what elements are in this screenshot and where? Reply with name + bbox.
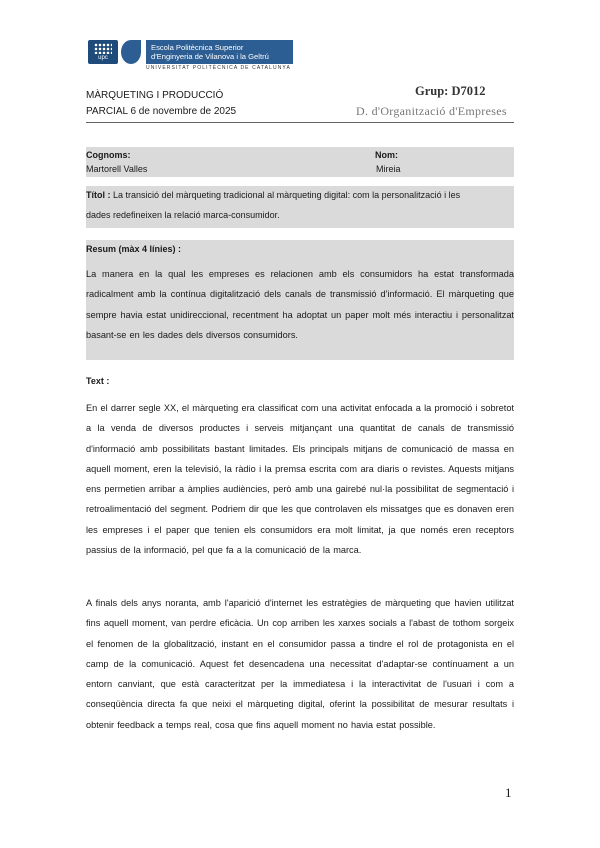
school-emblem-icon [121, 40, 141, 64]
upc-logo-mark [88, 40, 118, 64]
text-label: Text : [86, 376, 110, 386]
exam-date: PARCIAL 6 de novembre de 2025 [86, 106, 237, 117]
body-paragraph-1: En el darrer segle XX, el màrqueting era classificat com una activitat enfocada a la promoció i sobretot a la venda de diversos productes i serveis mitjançant una quantitat de canals de transmissió d'informació amb possibilitats bastant limitades. Els principals mitjans de comunicació de massa en aquell moment, eren la televisió, la ràdio i la premsa escrita com ara diaris o revistes. Aquests mitjans ens permetien arribar a àmplies audiències, però amb una gairebé nul·la possibilitat de segmentació i retroalimentació del segment. Podriem dir que les que controlaven els missatges que es donaven eren les empreses i el paper que tenien els consumidors era molt limitat, ja que només eren receptors passius de la informació, pel que fa a la comunicació de la marca. [86, 403, 514, 556]
school-name-banner [146, 40, 293, 64]
school-name-line2: d'Enginyeria de Vilanova i la Geltrú [151, 52, 269, 61]
university-name: UNIVERSITAT POLITÈCNICA DE CATALUNYA [146, 65, 291, 71]
essay-title-box [86, 186, 514, 228]
essay-title-line2: dades redefineixen la relació marca-consumidor. [86, 210, 280, 220]
school-name-line1: Escola Politècnica Superior [151, 43, 244, 52]
upc-logo-text: upc [98, 55, 108, 61]
department-name: D. d'Organització d'Empreses [356, 104, 507, 118]
summary-box [86, 240, 514, 360]
essay-title-text: La transició del màrqueting tradicional al màrqueting digital: com la personalització i les [110, 190, 461, 200]
page-number: 1 [505, 785, 512, 800]
summary-label: Resum (màx 4 línies) : [86, 244, 182, 254]
title-label: Títol : [86, 190, 111, 200]
surname-value: Martorell Valles [86, 164, 148, 174]
summary-text: La manera en la qual les empreses es relacionen amb els consumidors ha estat transformada radicalment amb la contínua digitalització dels canals de transmissió d'informació. El màrqueting que sempre havia estat unidireccional, recentment ha adoptat un paper molt més interactiu i personalitzat basant-se en les dades dels diversos consumidors. [86, 269, 514, 340]
name-value: Mireia [376, 164, 401, 174]
subject-title: MÀRQUETING I PRODUCCIÓ [86, 90, 224, 101]
student-info-box [86, 147, 514, 177]
header-divider [86, 122, 514, 123]
body-paragraph-2: A finals dels anys noranta, amb l'aparició d'internet les estratègies de màrqueting que havien utilitzat fins aquell moment, van perdre eficàcia. Un cop arriben les xarxes socials a l'abast de tothom sorgeix el fenomen de la globalització, instant en el consumidor passa a tindre el rol de protagonista en el camp de la comunicació. Aquest fet desencadena una necessitat d'adaptar-se contínuament a un entorn canviant, que està caracteritzat per la immediatesa i la interactivitat de l'usuari i com a conseqüència directa fa que neixi el màrqueting digital, oferint la possibilitat de mesurar resultats i obtenir feedback a temps real, cosa que fins aquell moment no havia estat possible. [86, 598, 514, 730]
surname-label: Cognoms: [86, 150, 131, 160]
upc-dots-icon [94, 43, 112, 54]
essay-title-line1 [86, 190, 460, 200]
name-label: Nom: [375, 150, 398, 160]
school-logo [88, 40, 293, 70]
group-code: Grup: D7012 [415, 84, 486, 98]
